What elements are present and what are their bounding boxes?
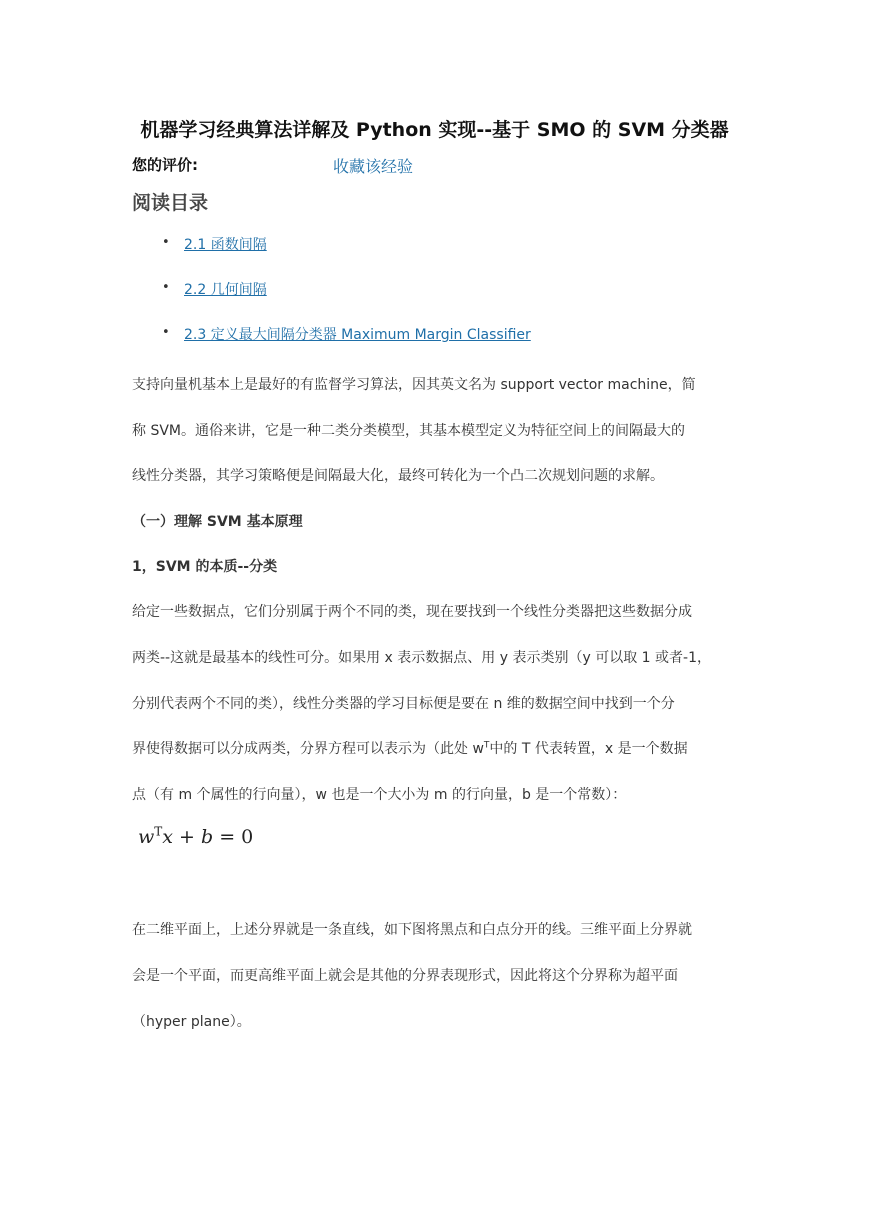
formula-x: x	[162, 826, 173, 848]
toc-link-geometric-margin[interactable]: 2.2 几何间隔	[184, 282, 267, 298]
bullet-icon: •	[162, 325, 170, 340]
toc-link-functional-margin[interactable]: 2.1 函数间隔	[184, 237, 267, 253]
paragraph-line: 点（有 m 个属性的行向量），w 也是一个大小为 m 的行向量，b 是一个常数）：	[132, 787, 627, 803]
line-text: 界使得数据可以分成两类，分界方程可以表示为（此处 w	[132, 741, 484, 757]
hyperplane-formula	[138, 826, 253, 848]
paragraph-line: （hyper plane）。	[132, 1014, 251, 1030]
paragraph-line: 称 SVM。通俗来讲，它是一种二类分类模型，其基本模型定义为特征空间上的间隔最大的	[132, 423, 685, 439]
subsection-heading: 1，SVM 的本质--分类	[132, 559, 278, 575]
paragraph-line: 分别代表两个不同的类），线性分类器的学习目标便是要在 n 维的数据空间中找到一个分	[132, 696, 675, 712]
formula-b: b	[201, 826, 214, 848]
bullet-icon: •	[162, 235, 170, 250]
paragraph-line	[132, 738, 688, 758]
favorite-link[interactable]: 收藏该经验	[333, 157, 414, 176]
line-text: 中的 T 代表转置，x 是一个数据	[489, 741, 688, 757]
paragraph-line: 两类--这就是最基本的线性可分。如果用 x 表示数据点、用 y 表示类别（y 可以取 1 或者-1，	[132, 650, 711, 666]
formula-plus: +	[173, 826, 201, 848]
superscript: T	[483, 740, 490, 751]
paragraph-line: 给定一些数据点，它们分别属于两个不同的类，现在要找到一个线性分类器把这些数据分成	[132, 604, 692, 620]
formula-w: w	[138, 826, 155, 848]
paragraph-line: 支持向量机基本上是最好的有监督学习算法，因其英文名为 support vector machine，简	[132, 377, 696, 393]
section-heading: （一）理解 SVM 基本原理	[132, 514, 303, 530]
toc-link-max-margin-classifier[interactable]: 2.3 定义最大间隔分类器 Maximum Margin Classifier	[184, 327, 531, 343]
article-title: 机器学习经典算法详解及 Python 实现--基于 SMO 的 SVM 分类器	[140, 119, 729, 141]
toc-heading: 阅读目录	[132, 192, 209, 214]
formula-superscript: T	[154, 824, 163, 839]
paragraph-line: 线性分类器，其学习策略便是间隔最大化，最终可转化为一个凸二次规划问题的求解。	[132, 468, 664, 484]
paragraph-line: 在二维平面上，上述分界就是一条直线，如下图将黑点和白点分开的线。三维平面上分界就	[132, 922, 692, 938]
paragraph-line: 会是一个平面，而更高维平面上就会是其他的分界表现形式，因此将这个分界称为超平面	[132, 968, 678, 984]
formula-equals: = 0	[213, 826, 254, 848]
bullet-icon: •	[162, 280, 170, 295]
rating-label: 您的评价:	[132, 156, 198, 174]
